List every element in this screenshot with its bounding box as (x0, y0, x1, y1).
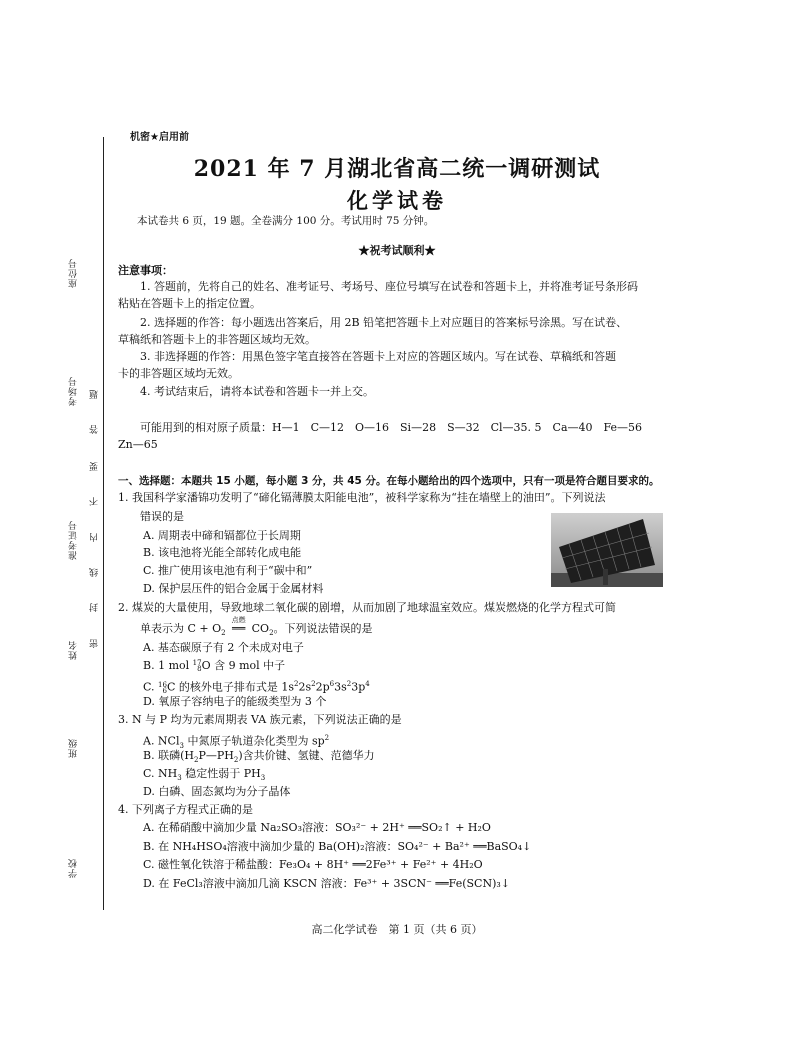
solar-panel-image (551, 513, 663, 587)
school-label: 学校 (69, 858, 79, 878)
notes-heading: 注意事项： (118, 264, 173, 277)
admission-number-label: 准考证号 (69, 520, 79, 560)
note-line: 2. 选择题的作答：每小题选出答案后，用 2B 铅笔把答题卡上对应题目的答案标号涂黑。写在试卷、 (140, 316, 628, 329)
seal-char: 密 (90, 639, 100, 648)
option-a: A. NCl$_3$ 中氮原子轨道杂化类型为 $sp^2$ (143, 734, 330, 750)
option-b: B. 在 NH₄HSO₄溶液中滴加少量的 Ba(OH)₂溶液：SO₄²⁻ + Ba²⁺ ══BaSO₄↓ (143, 840, 532, 853)
seal-char: 要 (90, 462, 100, 471)
seal-char: 不 (90, 497, 100, 506)
note-line: 1. 答题前，先将自己的姓名、准考证号、考场号、座位号填写在试卷和答题卡上，并将准考证号条形码 (140, 280, 638, 293)
note-line: 草稿纸和答题卡上的非答题区域均无效。 (118, 333, 316, 346)
option-b: B. 该电池将光能全部转化成电能 (143, 546, 302, 559)
question-3-stem: 3. N 与 P 均为元素周期表 VA 族元素，下列说法正确的是 (118, 713, 402, 726)
option-b: B. 联磷$(H_2P—PH_2)$含共价键、氢键、范德华力 (143, 749, 375, 765)
exam-room-label: 考场号 (69, 376, 79, 406)
option-a: A. 周期表中碲和镉都位于长周期 (143, 529, 301, 542)
option-c: C. 推广使用该电池有利于“碳中和” (143, 564, 313, 577)
question-2-stem: 2. 煤炭的大量使用，导致地球二氧化碳的剧增，从而加剧了地球温室效应。煤炭燃烧的化学方程式可简 (118, 601, 616, 614)
seal-char: 线 (90, 568, 100, 577)
note-line: 卡的非答题区域均无效。 (118, 367, 239, 380)
question-2-equation: 单表示为 $C + O_2$ 点燃 ══ $CO_2$。下列说法错误的是 (140, 616, 373, 638)
option-b: B. 1 mol 17 8O 含 9 mol 中子 (143, 659, 286, 673)
exam-title: 2021 年 7 月湖北省高二统一调研测试 (193, 156, 601, 182)
note-line: 3. 非选择题的作答：用黑色签字笔直接答在答题卡上对应的答题区域内。写在试卷、草稿纸和答题 (140, 350, 616, 363)
note-line: 粘贴在答题卡上的指定位置。 (118, 297, 261, 310)
seal-char: 题 (90, 390, 100, 399)
atomic-mass-line: 可能用到的相对原子质量：H—1 C—12 O—16 Si—28 S—32 Cl—35. 5 Ca—40 Fe—56 (140, 421, 643, 434)
question-4-stem: 4. 下列离子方程式正确的是 (118, 803, 253, 816)
seal-char: 封 (90, 603, 100, 612)
name-label: 姓名 (69, 640, 79, 660)
option-c: C. 16 6C 的核外电子排布式是 $1s^22s^22p^63s^23p^4$ (143, 680, 370, 695)
exam-info: 本试卷共 6 页，19 题。全卷满分 100 分。考试用时 75 分钟。 (137, 215, 435, 227)
option-c: C. 磁性氧化铁溶于稀盐酸：Fe₃O₄ + 8H⁺ ══2Fe³⁺ + Fe²⁺ + 4H₂O (143, 858, 483, 871)
option-a: A. 在稀硝酸中滴加少量 Na₂SO₃溶液：SO₃²⁻ + 2H⁺ ══SO₂↑ + H₂O (143, 821, 491, 834)
seat-number-label: 座位号 (69, 258, 79, 288)
question-1-stem: 错误的是 (140, 510, 184, 523)
option-d: D. 保护层压件的铝合金属于金属材料 (143, 582, 324, 595)
option-a: A. 基态碳原子有 2 个未成对电子 (143, 641, 304, 654)
atomic-mass-line: Zn—65 (118, 438, 158, 451)
good-luck-banner: ★祝考试顺利★ (358, 244, 436, 257)
seal-char: 内 (90, 533, 100, 542)
question-1-stem: 1. 我国科学家潘锦功发明了“碲化镉薄膜太阳能电池”，被科学家称为“挂在墙壁上的油田”。下列说法 (118, 491, 606, 504)
page-footer: 高二化学试卷 第 1 页（共 6 页） (311, 923, 483, 936)
section-heading: 一、选择题：本题共 15 小题，每小题 3 分，共 45 分。在每小题给出的四个选项中，只有一项是符合题目要求的。 (118, 475, 660, 487)
note-line: 4. 考试结束后，请将本试卷和答题卡一并上交。 (140, 385, 374, 398)
option-d: D. 白磷、固态氮均为分子晶体 (143, 785, 291, 798)
option-c: C. $NH_3$ 稳定性弱于 $PH_3$ (143, 767, 266, 783)
confidential-mark: 机密★启用前 (130, 132, 189, 143)
option-d: D. 在 FeCl₃溶液中滴加几滴 KSCN 溶液：Fe³⁺ + 3SCN⁻ ══Fe(SCN)₃↓ (143, 877, 511, 890)
seal-char: 答 (90, 425, 100, 434)
option-d: D. 氧原子容纳电子的能级类型为 3 个 (143, 695, 327, 708)
subject-title: 化学试卷 (347, 188, 447, 213)
class-label: 班级 (69, 738, 79, 758)
